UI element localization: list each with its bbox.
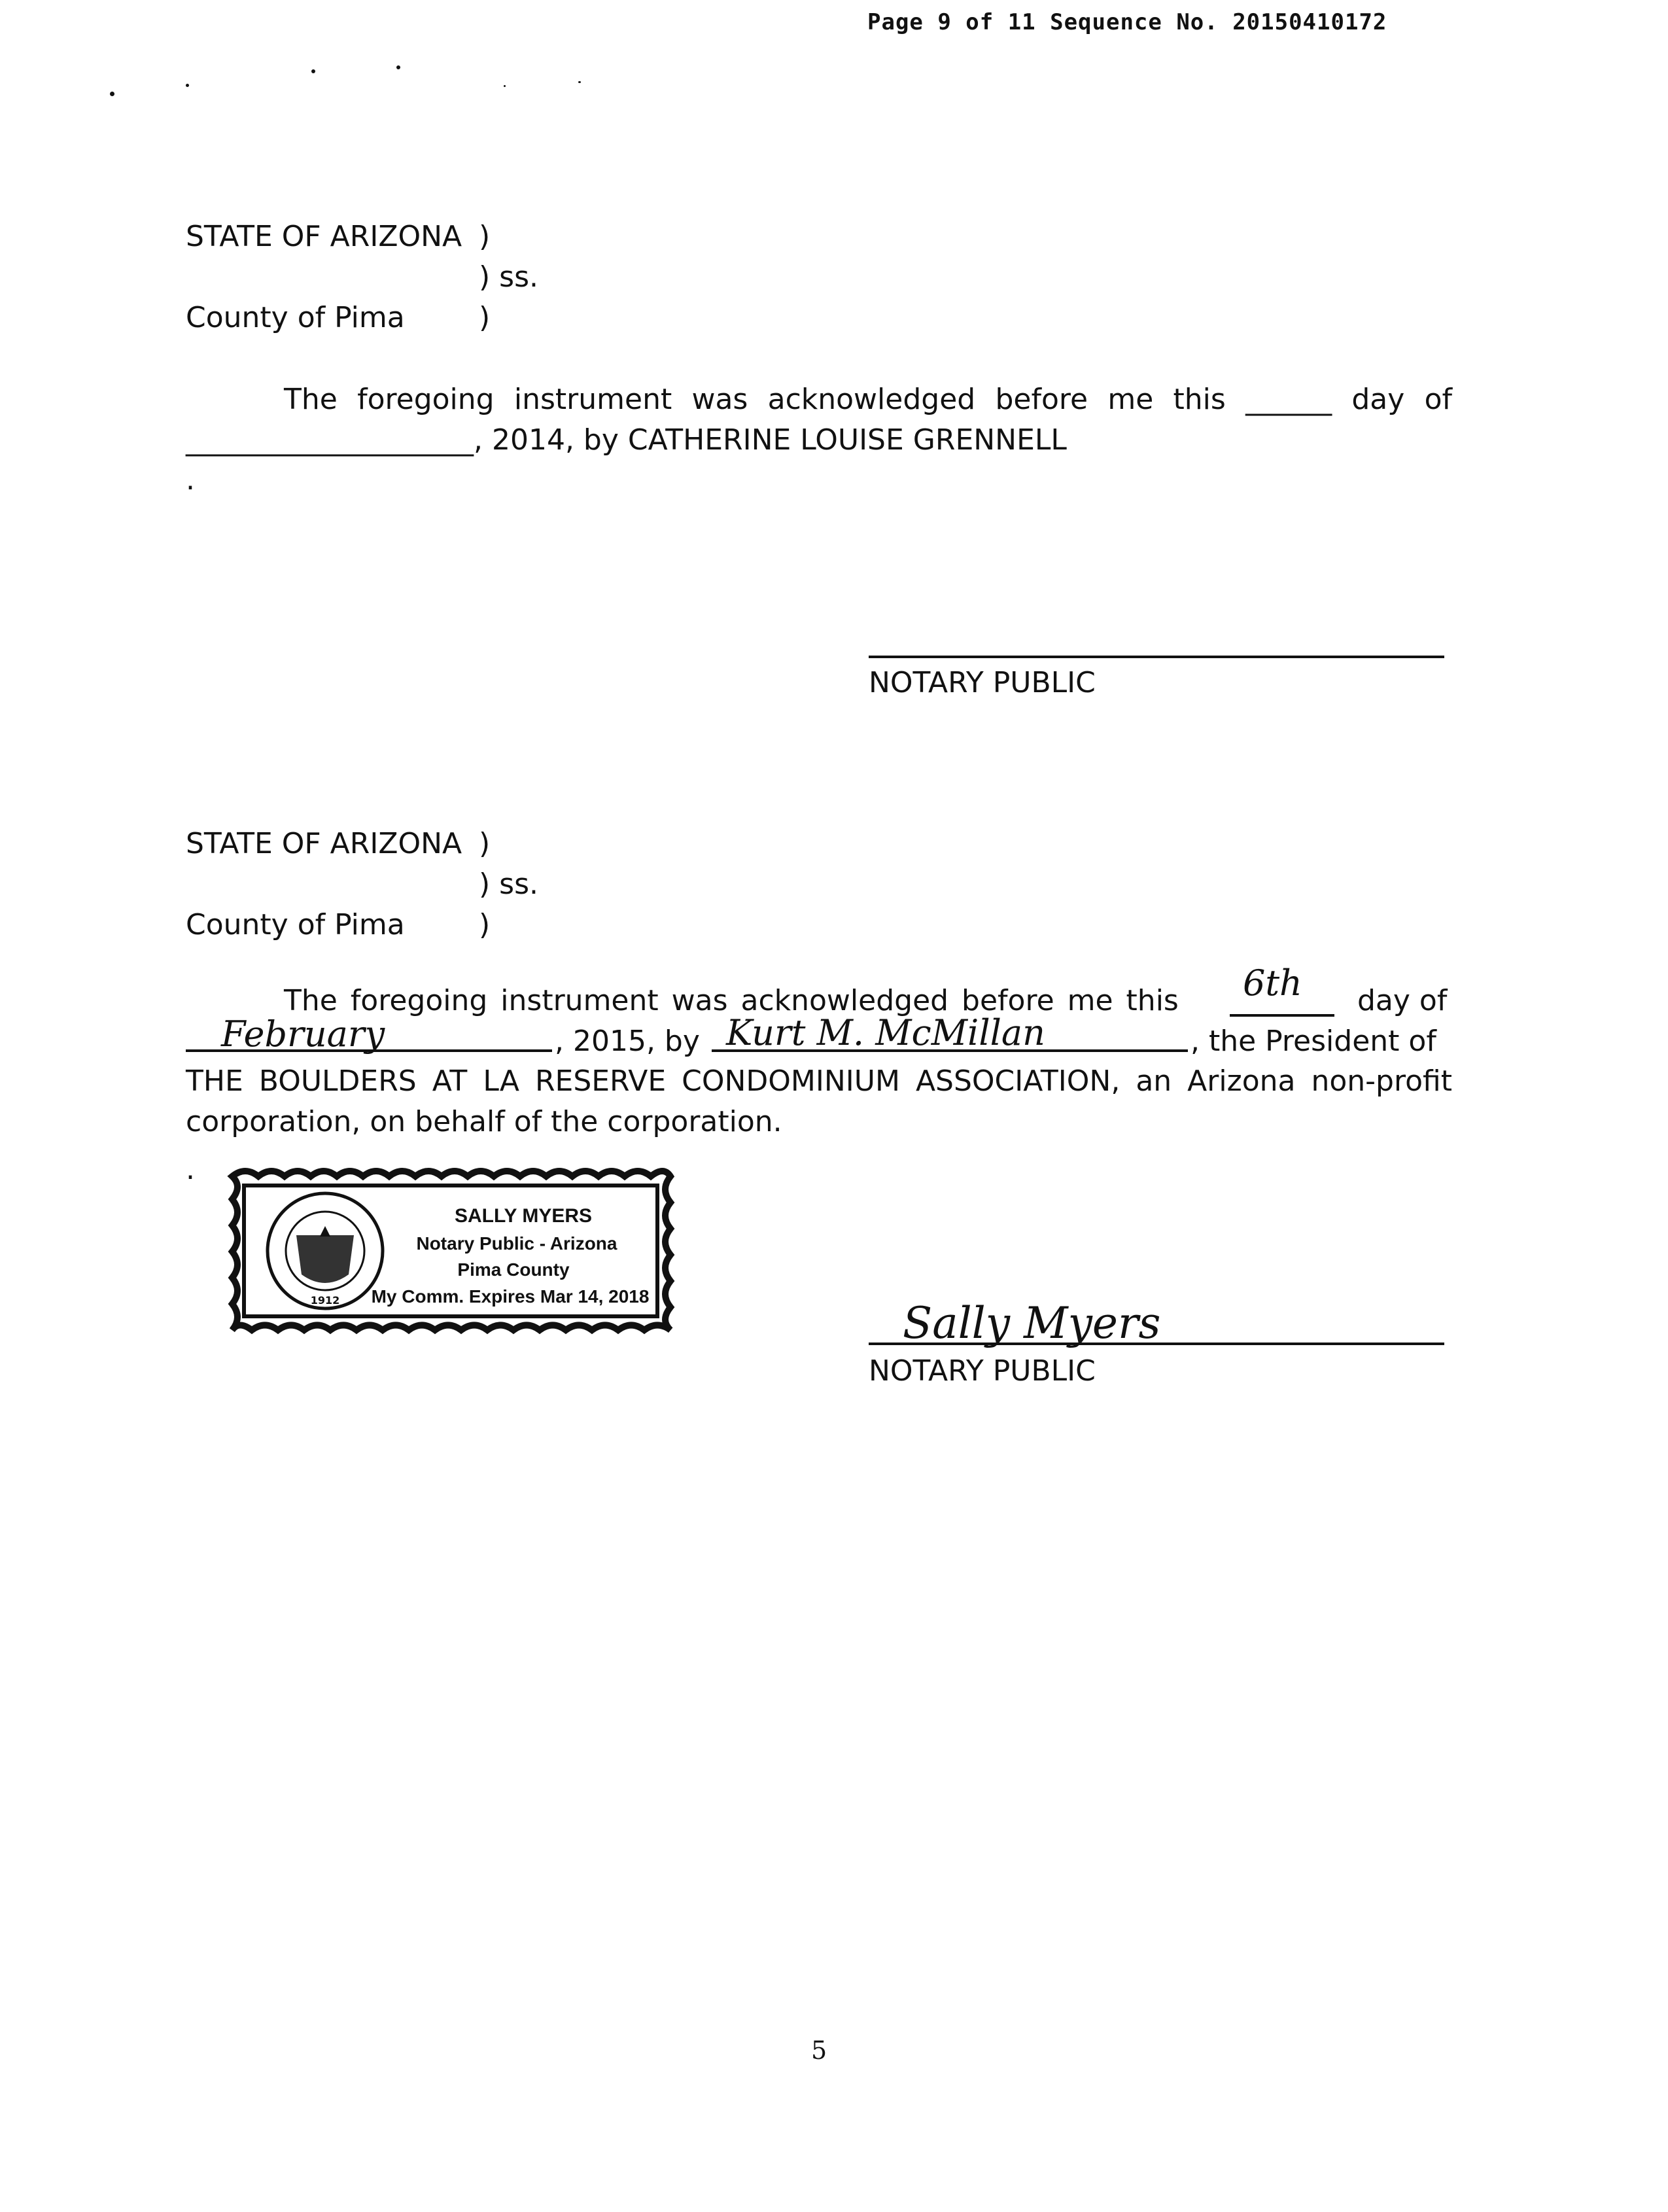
scan-speck — [110, 92, 114, 96]
scan-speck — [504, 85, 506, 87]
page-number: 5 — [811, 2036, 827, 2065]
stamp-title: Notary Public - Arizona — [416, 1233, 617, 1254]
acknowledgment-text — [186, 379, 1452, 461]
signature-line — [869, 656, 1444, 658]
ack-day-of: day of — [1357, 984, 1448, 1017]
venue-ss: ) ss. — [479, 260, 538, 294]
stray-dot: . — [186, 1153, 195, 1186]
scan-speck — [186, 84, 189, 87]
venue-county: County of Pima — [186, 301, 405, 334]
ack-year: , 2015, by — [555, 1025, 700, 1058]
venue-county: County of Pima — [186, 908, 405, 941]
scan-speck — [578, 81, 581, 83]
notary-signature: Sally Myers — [903, 1298, 1161, 1348]
ack-line-1: The foregoing instrument was acknowledged before me this ______ day of — [284, 383, 1452, 416]
handwritten-day: 6th — [1243, 962, 1302, 1004]
stamp-county: Pima County — [457, 1259, 570, 1280]
notary-public-label: NOTARY PUBLIC — [869, 1354, 1096, 1388]
handwritten-month: February — [221, 1013, 385, 1055]
ack-line-2: ____________________, 2014, by CATHERINE LOUISE GRENNELL — [186, 423, 1067, 457]
venue-paren: ) — [479, 220, 491, 253]
venue-state: STATE OF ARIZONA — [186, 827, 462, 860]
venue-ss: ) ss. — [479, 868, 538, 901]
venue-paren: ) — [479, 301, 491, 334]
seal-year: 1912 — [310, 1294, 340, 1307]
scan-speck — [396, 65, 400, 69]
notary-public-label: NOTARY PUBLIC — [869, 666, 1096, 699]
stamp-expiry: My Comm. Expires Mar 14, 2018 — [371, 1286, 650, 1307]
association-line: THE BOULDERS AT LA RESERVE CONDOMINIUM ASSOCIATION, an Arizona non-profit — [186, 1064, 1452, 1098]
handwritten-name: Kurt M. McMillan — [726, 1012, 1045, 1053]
stray-dot: . — [186, 463, 195, 497]
venue-paren: ) — [479, 827, 491, 860]
ack-association — [186, 1061, 1452, 1142]
notary-stamp — [226, 1163, 677, 1337]
venue-state: STATE OF ARIZONA — [186, 220, 462, 253]
stamp-name: SALLY MYERS — [454, 1205, 593, 1227]
venue-paren: ) — [479, 908, 491, 941]
corporation-line: corporation, on behalf of the corporation. — [186, 1105, 782, 1138]
ack-title: , the President of — [1190, 1025, 1436, 1058]
page-sequence-header: Page 9 of 11 Sequence No. 20150410172 — [867, 9, 1387, 35]
scan-speck — [311, 69, 315, 73]
ack-prefix: The foregoing instrument was acknowledged before me this — [284, 984, 1179, 1017]
